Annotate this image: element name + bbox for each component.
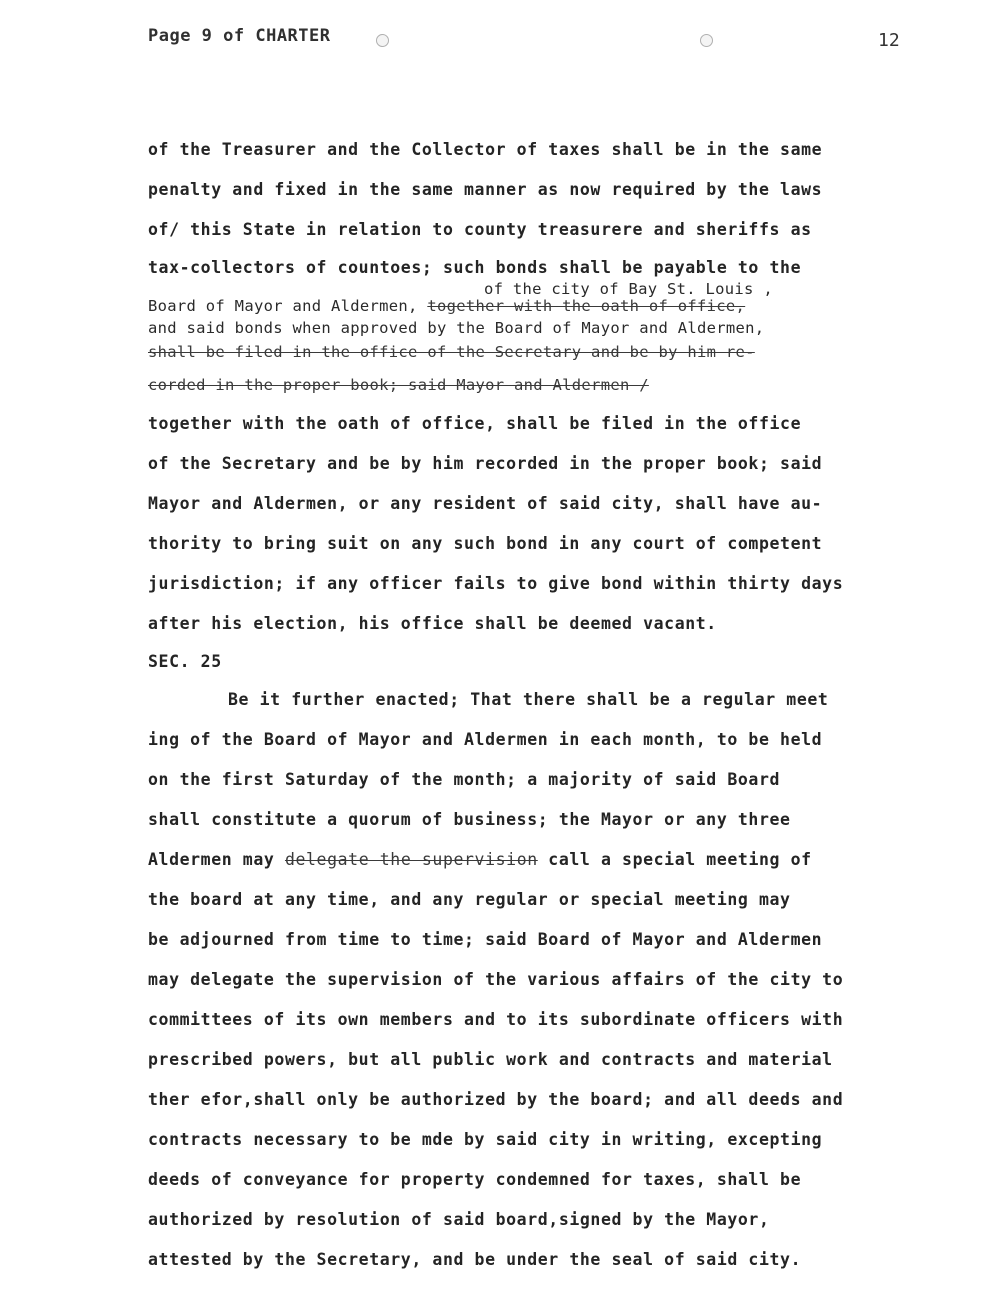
text-line: together with the oath of office, shall be filed in the office <box>148 414 802 433</box>
text-line: authorized by resolution of said board,signed by the Mayor, <box>148 1210 770 1229</box>
text-line: attested by the Secretary, and be under the seal of said city. <box>148 1250 802 1269</box>
text-line: thority to bring suit on any such bond in any court of competent <box>148 534 823 553</box>
struck-text: delegate the supervision <box>284 850 538 869</box>
text-line: Mayor and Aldermen, or any resident of said city, shall have au- <box>148 494 823 513</box>
struck-text-line <box>148 343 755 361</box>
punch-hole-mark <box>376 34 389 47</box>
text-line: committees of its own members and to its subordinate officers with <box>148 1010 844 1029</box>
text-line: contracts necessary to be mde by said city in writing, excepting <box>148 1130 823 1149</box>
text-line: and said bonds when approved by the Board of Mayor and Aldermen, <box>148 319 765 337</box>
text-line: may delegate the supervision of the various affairs of the city to <box>148 970 844 989</box>
text-line-with-strike <box>148 850 812 869</box>
text-segment: Board of Mayor and Aldermen, <box>148 297 428 315</box>
text-line: of the Treasurer and the Collector of taxes shall be in the same <box>148 140 823 159</box>
punch-hole-mark <box>700 34 713 47</box>
text-line: Be it further enacted; That there shall be a regular meet <box>228 690 829 709</box>
section-heading: SEC. 25 <box>148 652 222 671</box>
text-line: the board at any time, and any regular or special meeting may <box>148 890 791 909</box>
page-number: 12 <box>878 30 900 51</box>
struck-text-line <box>148 376 649 394</box>
text-line: ing of the Board of Mayor and Aldermen in each month, to be held <box>148 730 823 749</box>
text-line: tax-collectors of countoes; such bonds shall be payable to the <box>148 258 802 277</box>
text-line: after his election, his office shall be deemed vacant. <box>148 614 717 633</box>
text-line: be adjourned from time to time; said Board of Mayor and Aldermen <box>148 930 823 949</box>
text-line: shall constitute a quorum of business; the Mayor or any three <box>148 810 791 829</box>
struck-text: together with the oath of office, <box>427 297 746 315</box>
text-segment: Aldermen may <box>148 850 285 869</box>
struck-text: corded in the proper book; said Mayor and Aldermen / <box>148 376 649 394</box>
text-line: on the first Saturday of the month; a majority of said Board <box>148 770 781 789</box>
text-line: jurisdiction; if any officer fails to give bond within thirty days <box>148 574 844 593</box>
text-line: of/ this State in relation to county treasurere and sheriffs as <box>148 220 812 239</box>
struck-text: shall be filed in the office of the Secretary and be by him re- <box>148 343 755 361</box>
text-segment: call a special meeting of <box>537 850 812 869</box>
text-line: penalty and fixed in the same manner as now required by the laws <box>148 180 823 199</box>
inserted-text-line: of the city of Bay St. Louis , <box>484 280 773 298</box>
text-line: of the Secretary and be by him recorded in the proper book; said <box>148 454 823 473</box>
text-line-with-strike <box>148 297 745 315</box>
text-line: prescribed powers, but all public work and contracts and material <box>148 1050 833 1069</box>
text-line: ther efor,shall only be authorized by the board; and all deeds and <box>148 1090 844 1109</box>
page-header-title: Page 9 of CHARTER <box>148 26 331 46</box>
text-line: deeds of conveyance for property condemned for taxes, shall be <box>148 1170 802 1189</box>
